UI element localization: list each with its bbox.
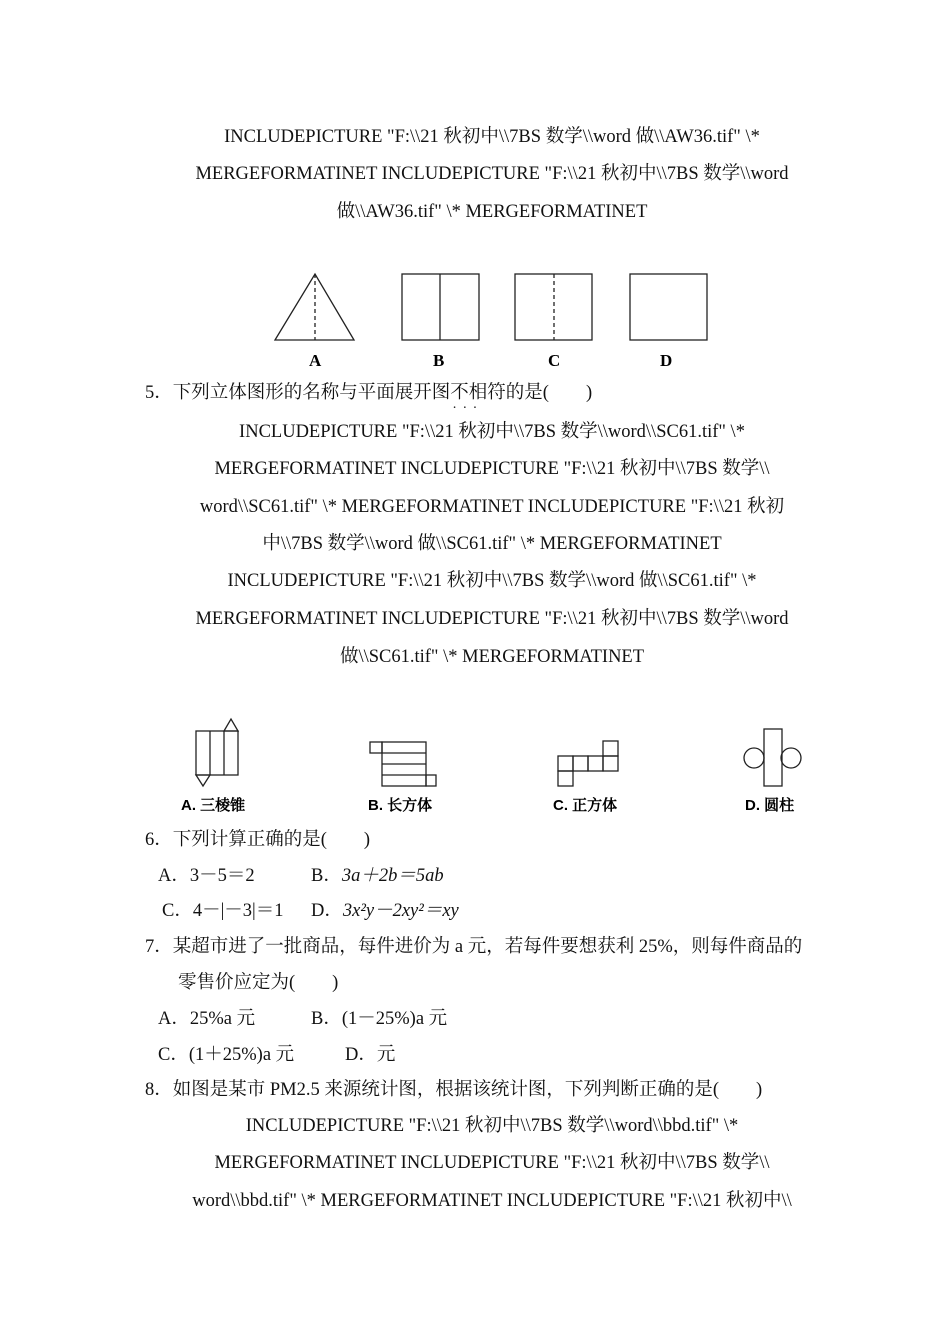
include-field-line: INCLUDEPICTURE "F:\\21 秋初中\\7BS 数学\\word 做\\AW36.tif" \* — [224, 127, 760, 147]
include-field-line: 中\\7BS 数学\\word 做\\SC61.tif" \* MERGEFORMATINET — [262, 534, 722, 554]
net-label-a: A. 三棱锥 — [181, 797, 246, 814]
option-b — [311, 864, 444, 888]
option-d — [311, 899, 459, 923]
option-label: B． — [311, 866, 342, 886]
include-field-line: word\\SC61.tif" \* MERGEFORMATINET INCLUDEPICTURE "F:\\21 秋初 — [199, 497, 785, 517]
include-field-line: 做\\AW36.tif" \* MERGEFORMATINET — [336, 202, 648, 222]
rectangle-plain — [630, 274, 707, 340]
option-d: D．元 — [345, 1045, 396, 1065]
figure-label-b: B — [433, 351, 445, 370]
question-7-stem-cont: 零售价应定为( ) — [178, 973, 339, 993]
net-label-c: C. 正方体 — [553, 797, 618, 814]
question-number: 5． — [145, 383, 173, 403]
net-b-shape — [370, 742, 436, 786]
net-label-b: B. 长方体 — [368, 797, 433, 814]
question-6-stem: 6．下列计算正确的是( ) — [145, 830, 371, 850]
net-figures — [175, 714, 815, 824]
include-field-line: INCLUDEPICTURE "F:\\21 秋初中\\7BS 数学\\word\\bbd.tif" \* — [245, 1116, 739, 1136]
option-expression: 3x²y－2xy²＝xy — [342, 901, 459, 921]
question-5 — [145, 381, 592, 405]
option-b: B．(1－25%)a 元 — [311, 1009, 448, 1029]
include-field-line: word\\bbd.tif" \* MERGEFORMATINET INCLUDEPICTURE "F:\\21 秋初中\\ — [192, 1191, 792, 1211]
figure-label-d: D — [660, 351, 673, 370]
include-field-line: INCLUDEPICTURE "F:\\21 秋初中\\7BS 数学\\word 做\\SC61.tif" \* — [227, 571, 757, 591]
net-a-shape — [196, 719, 238, 786]
option-a: A．3－5＝2 — [158, 866, 255, 886]
option-a: A．25%a 元 — [158, 1009, 256, 1029]
include-field-line: MERGEFORMATINET INCLUDEPICTURE "F:\\21 秋初中\\7BS 数学\\ — [214, 459, 770, 479]
question-text: 下列立体图形的名称与平面展开图 — [172, 383, 451, 403]
option-label: D． — [311, 901, 343, 921]
question-text-end: 的是( ) — [505, 383, 593, 403]
net-c-shape — [558, 741, 618, 786]
option-c: C．4－|－3|＝1 — [162, 901, 284, 921]
option-c: C．(1＋25%)a 元 — [158, 1045, 295, 1065]
three-view-figures — [260, 262, 720, 372]
figure-label-c: C — [548, 351, 561, 370]
question-7-stem: 7．某超市进了一批商品，每件进价为 a 元，若每件要想获利 25%，则每件商品的 — [145, 937, 803, 957]
net-d-shape — [744, 729, 801, 786]
include-field-line: INCLUDEPICTURE "F:\\21 秋初中\\7BS 数学\\word\\SC61.tif" \* — [239, 422, 745, 442]
include-field-line: 做\\SC61.tif" \* MERGEFORMATINET — [339, 647, 645, 667]
include-field-line: MERGEFORMATINET INCLUDEPICTURE "F:\\21 秋初中\\7BS 数学\\ — [214, 1153, 770, 1173]
figure-label-a: A — [309, 351, 322, 370]
emphasis-dots-text: 不相符 · · · — [450, 383, 506, 403]
question-8-stem: 8．如图是某市 PM2.5 来源统计图，根据该统计图，下列判断正确的是( ) — [145, 1080, 763, 1100]
option-expression: 3a＋2b＝5ab — [341, 866, 444, 886]
include-field-line: MERGEFORMATINET INCLUDEPICTURE "F:\\21 秋初中\\7BS 数学\\word — [195, 164, 789, 184]
include-field-line: MERGEFORMATINET INCLUDEPICTURE "F:\\21 秋初中\\7BS 数学\\word — [195, 609, 789, 629]
net-label-d: D. 圆柱 — [745, 797, 795, 814]
